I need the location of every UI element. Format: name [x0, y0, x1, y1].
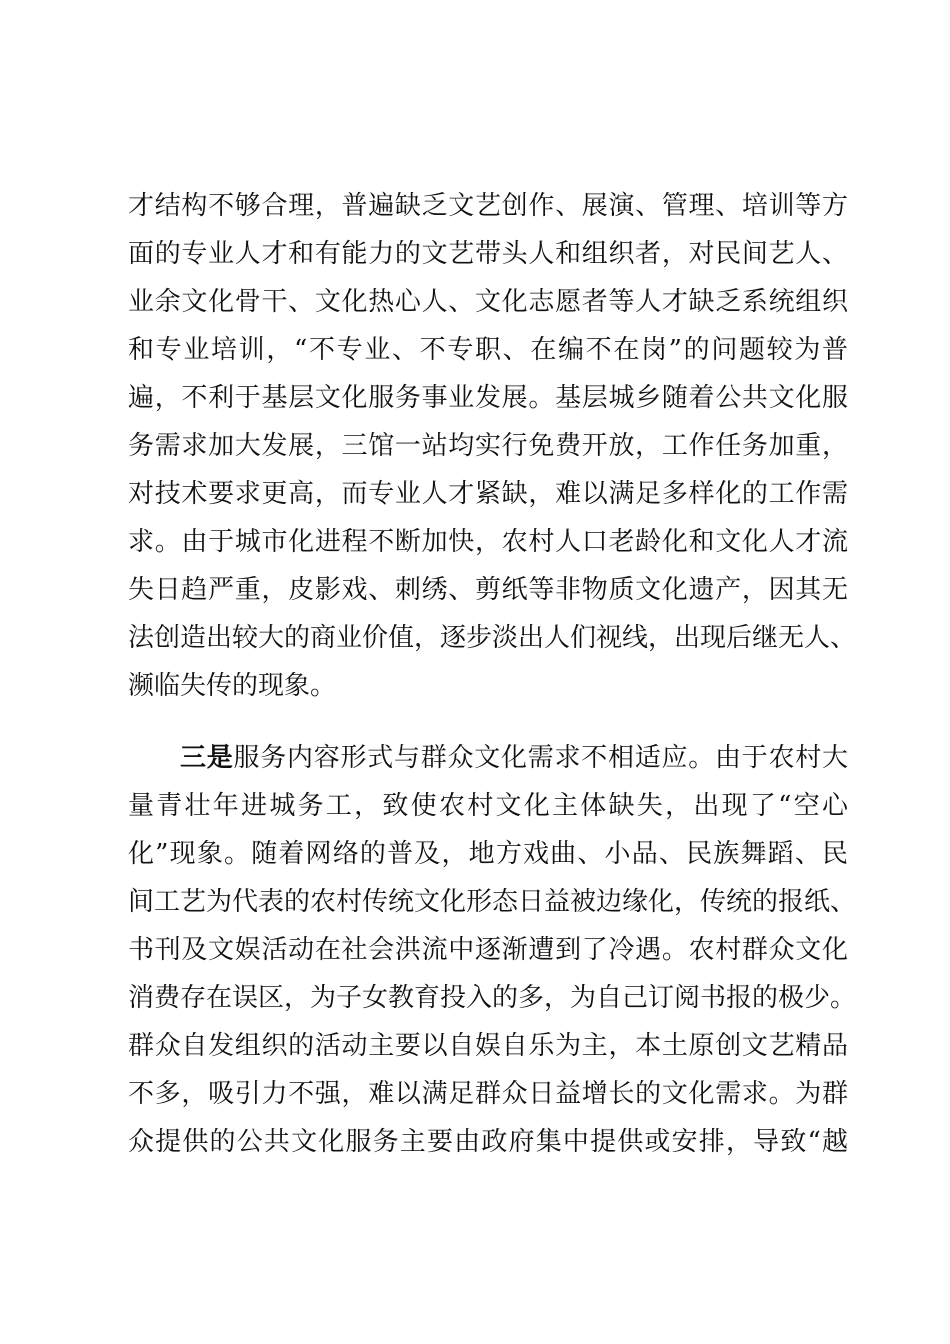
text-line: 业余文化骨干、文化热心人、文化志愿者等人才缺乏系统组织 [128, 287, 848, 317]
text-line: 众提供的公共文化服务主要由政府集中提供或安排，导致“越 [128, 1127, 848, 1157]
text-line: 面的专业人才和有能力的文艺带头人和组织者，对民间艺人、 [128, 239, 848, 269]
text-line: 务需求加大发展，三馆一站均实行免费开放，工作任务加重， [128, 431, 848, 461]
text-line: 对技术要求更高，而专业人才紧缺，难以满足多样化的工作需 [128, 479, 848, 509]
text-line: 求。由于城市化进程不断加快，农村人口老龄化和文化人才流 [128, 527, 848, 557]
text-line: 书刊及文娱活动在社会洪流中逐渐遭到了冷遇。农村群众文化 [128, 935, 848, 965]
paragraph-talent-shortage [128, 182, 857, 710]
text-line: 遍，不利于基层文化服务事业发展。基层城乡随着公共文化服 [128, 383, 848, 413]
text-line: 濒临失传的现象。 [128, 671, 337, 701]
text-line: 化”现象。随着网络的普及，地方戏曲、小品、民族舞蹈、民 [128, 839, 848, 869]
text-line: 不多，吸引力不强，难以满足群众日益增长的文化需求。为群 [128, 1079, 848, 1109]
paragraph-lead: 三是 [180, 743, 234, 773]
text-line: 和专业培训，“不专业、不专职、在编不在岗”的问题较为普 [128, 335, 848, 365]
text-line: 才结构不够合理，普遍缺乏文艺创作、展演、管理、培训等方 [128, 191, 848, 221]
paragraph-first-line [128, 734, 848, 782]
first-line-text: 服务内容形式与群众文化需求不相适应。由于农村大 [233, 743, 848, 773]
text-line: 量青壮年进城务工，致使农村文化主体缺失，出现了“空心 [128, 791, 848, 821]
text-line: 法创造出较大的商业价值，逐步淡出人们视线，出现后继无人、 [128, 623, 857, 653]
text-line: 群众自发组织的活动主要以自娱自乐为主，本土原创文艺精品 [128, 1031, 848, 1061]
text-line: 消费存在误区，为子女教育投入的多，为自己订阅书报的极少。 [128, 983, 857, 1013]
text-line: 失日趋严重，皮影戏、刺绣、剪纸等非物质文化遗产，因其无 [128, 575, 848, 605]
text-line: 间工艺为代表的农村传统文化形态日益被边缘化，传统的报纸、 [128, 887, 857, 917]
paragraph-service-content [128, 734, 857, 1166]
